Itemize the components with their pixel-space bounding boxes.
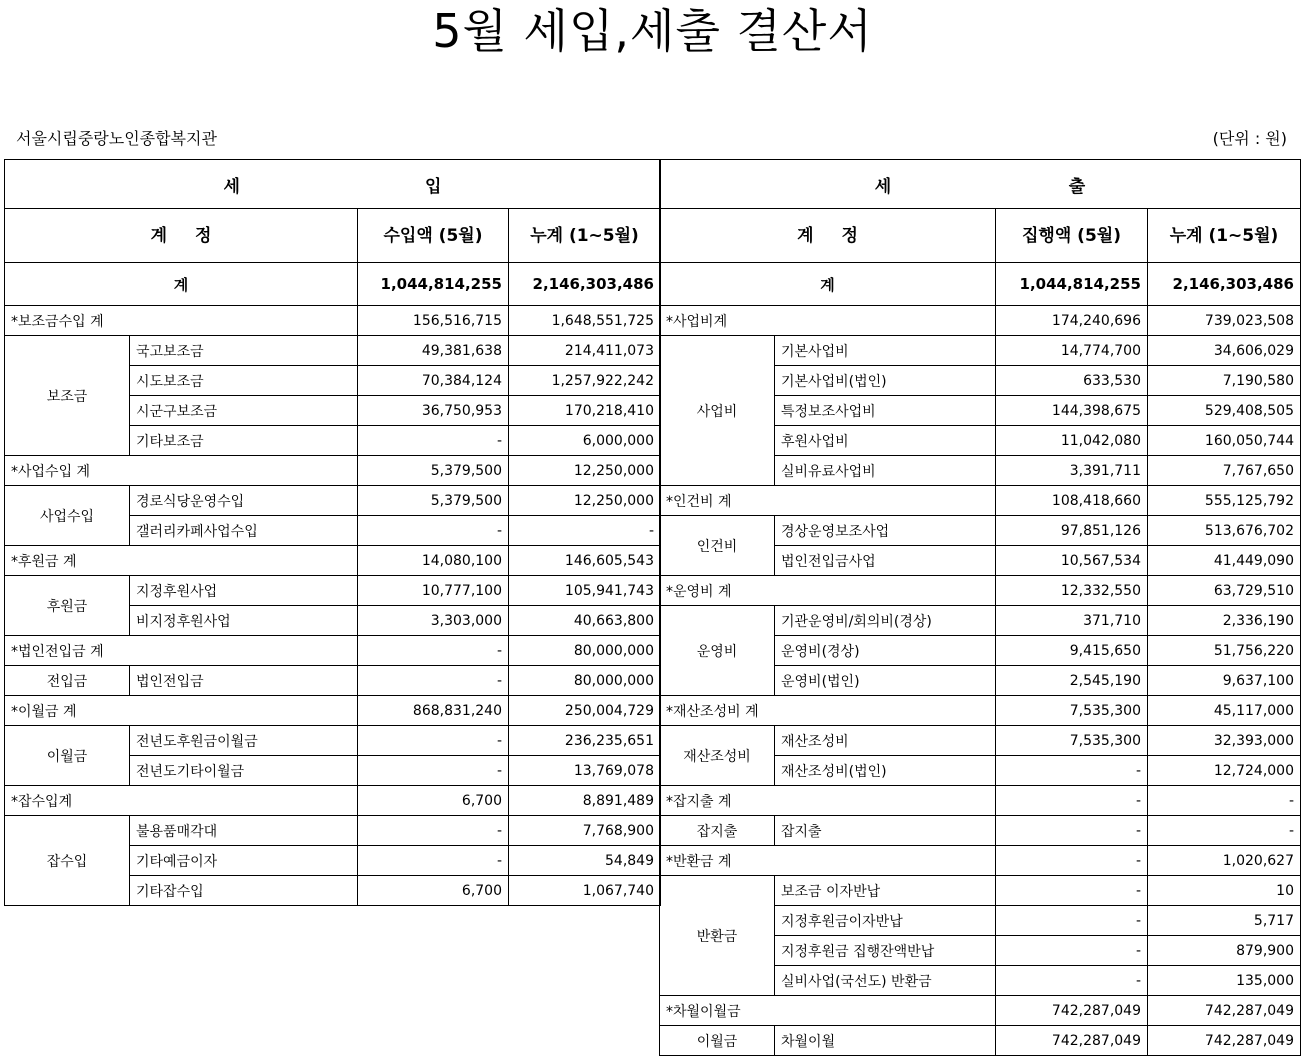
line-item-row: [660, 876, 1301, 906]
item-cumulative: 9,637,100: [1148, 666, 1301, 696]
section-month: 14,080,100: [358, 546, 509, 576]
line-item-row: [660, 336, 1301, 366]
item-month: 5,379,500: [358, 486, 509, 516]
section-title: *이월금 계: [5, 696, 358, 726]
item-month: -: [996, 966, 1148, 996]
section-title: *보조금수입 계: [5, 306, 358, 336]
section-subtotal-row: [660, 696, 1301, 726]
item-cumulative: 32,393,000: [1148, 726, 1301, 756]
section-subtotal-row: [5, 636, 661, 666]
grand-total-row: [5, 263, 661, 306]
account-header: [5, 209, 358, 263]
item-month: -: [996, 816, 1148, 846]
section-cumulative: 45,117,000: [1148, 696, 1301, 726]
item-cumulative: 7,190,580: [1148, 366, 1301, 396]
grand-total-cumulative: 2,146,303,486: [1148, 263, 1301, 306]
line-item-row: [5, 576, 661, 606]
item-month: 633,530: [996, 366, 1148, 396]
item-month: 49,381,638: [358, 336, 509, 366]
item-name: 실비사업(국선도) 반환금: [775, 966, 996, 996]
group-label: 이월금: [5, 726, 130, 786]
item-month: -: [996, 756, 1148, 786]
section-title: *잡수입계: [5, 786, 358, 816]
item-month: 742,287,049: [996, 1026, 1148, 1056]
section-subtotal-row: [660, 576, 1301, 606]
item-name: 운영비(법인): [775, 666, 996, 696]
grand-total-row: [660, 263, 1301, 306]
group-label: 인건비: [660, 516, 775, 576]
item-month: -: [358, 426, 509, 456]
item-cumulative: 7,768,900: [509, 816, 661, 846]
grand-total-cumulative: 2,146,303,486: [509, 263, 661, 306]
group-label: 후원금: [5, 576, 130, 636]
grand-total-label: 계: [660, 263, 996, 306]
section-cumulative: 1,648,551,725: [509, 306, 661, 336]
section-title: *법인전입금 계: [5, 636, 358, 666]
group-label: 잡지출: [660, 816, 775, 846]
line-item-row: [5, 816, 661, 846]
item-name: 전년도기타이월금: [130, 756, 358, 786]
section-subtotal-row: [660, 786, 1301, 816]
line-item-row: [660, 726, 1301, 756]
item-month: 3,391,711: [996, 456, 1148, 486]
item-month: 10,777,100: [358, 576, 509, 606]
section-subtotal-row: [660, 846, 1301, 876]
section-month: 5,379,500: [358, 456, 509, 486]
account-header-char: 정: [195, 225, 212, 246]
item-name: 지정후원금 집행잔액반납: [775, 936, 996, 966]
group-label: 이월금: [660, 1026, 775, 1056]
section-month: 156,516,715: [358, 306, 509, 336]
item-cumulative: 105,941,743: [509, 576, 661, 606]
section-title: *반환금 계: [660, 846, 996, 876]
item-name: 실비유료사업비: [775, 456, 996, 486]
item-name: 국고보조금: [130, 336, 358, 366]
section-cumulative: 250,004,729: [509, 696, 661, 726]
item-name: 비지정후원사업: [130, 606, 358, 636]
line-item-row: [5, 726, 661, 756]
item-month: 144,398,675: [996, 396, 1148, 426]
section-month: 108,418,660: [996, 486, 1148, 516]
item-month: -: [358, 666, 509, 696]
group-label: 잡수입: [5, 816, 130, 906]
section-month: -: [996, 846, 1148, 876]
item-cumulative: 6,000,000: [509, 426, 661, 456]
item-month: 3,303,000: [358, 606, 509, 636]
line-item-row: [660, 516, 1301, 546]
section-subtotal-row: [5, 786, 661, 816]
item-month: -: [996, 906, 1148, 936]
item-cumulative: 54,849: [509, 846, 661, 876]
item-month: 36,750,953: [358, 396, 509, 426]
item-name: 법인전입금: [130, 666, 358, 696]
item-month: 6,700: [358, 876, 509, 906]
item-month: 2,545,190: [996, 666, 1148, 696]
account-header-char: 정: [841, 225, 858, 246]
column-header-row: [660, 209, 1301, 263]
item-name: 기본사업비: [775, 336, 996, 366]
item-month: 97,851,126: [996, 516, 1148, 546]
section-title: *사업비계: [660, 306, 996, 336]
item-cumulative: 135,000: [1148, 966, 1301, 996]
item-name: 기본사업비(법인): [775, 366, 996, 396]
income-header: [5, 160, 661, 209]
section-subtotal-row: [660, 306, 1301, 336]
section-month: 174,240,696: [996, 306, 1148, 336]
section-month: 6,700: [358, 786, 509, 816]
item-cumulative: 40,663,800: [509, 606, 661, 636]
group-label: 사업비: [660, 336, 775, 486]
item-name: 운영비(경상): [775, 636, 996, 666]
group-label: 전입금: [5, 666, 130, 696]
month-column-header: 수입액 (5월): [358, 209, 509, 263]
item-name: 법인전입금사업: [775, 546, 996, 576]
item-cumulative: 10: [1148, 876, 1301, 906]
expense-header-char: 세: [874, 176, 892, 197]
section-subtotal-row: [660, 996, 1301, 1026]
item-cumulative: 529,408,505: [1148, 396, 1301, 426]
section-cumulative: 80,000,000: [509, 636, 661, 666]
header-row: [5, 160, 661, 209]
account-header-char: 계: [797, 225, 814, 246]
item-name: 후원사업비: [775, 426, 996, 456]
account-header-char: 계: [150, 225, 167, 246]
line-item-row: [660, 816, 1301, 846]
item-name: 불용품매각대: [130, 816, 358, 846]
account-header: [660, 209, 996, 263]
item-name: 지정후원사업: [130, 576, 358, 606]
item-cumulative: 12,724,000: [1148, 756, 1301, 786]
item-name: 재산조성비: [775, 726, 996, 756]
section-cumulative: 555,125,792: [1148, 486, 1301, 516]
item-month: 7,535,300: [996, 726, 1148, 756]
line-item-row: [5, 486, 661, 516]
item-cumulative: 12,250,000: [509, 486, 661, 516]
item-month: -: [358, 816, 509, 846]
expense-header: [660, 160, 1301, 209]
unit-label: (단위 : 원): [1212, 129, 1287, 148]
item-cumulative: 236,235,651: [509, 726, 661, 756]
item-name: 차월이월: [775, 1026, 996, 1056]
item-name: 갤러리카페사업수입: [130, 516, 358, 546]
section-cumulative: 12,250,000: [509, 456, 661, 486]
section-month: 868,831,240: [358, 696, 509, 726]
item-month: 10,567,534: [996, 546, 1148, 576]
section-title: *잡지출 계: [660, 786, 996, 816]
item-cumulative: 51,756,220: [1148, 636, 1301, 666]
item-name: 시도보조금: [130, 366, 358, 396]
item-name: 경로식당운영수입: [130, 486, 358, 516]
group-label: 재산조성비: [660, 726, 775, 786]
item-name: 기관운영비/회의비(경상): [775, 606, 996, 636]
section-subtotal-row: [5, 546, 661, 576]
income-header-char: 세: [223, 176, 240, 197]
header-row: [660, 160, 1301, 209]
section-subtotal-row: [5, 456, 661, 486]
section-subtotal-row: [660, 486, 1301, 516]
item-month: 14,774,700: [996, 336, 1148, 366]
item-cumulative: 2,336,190: [1148, 606, 1301, 636]
item-month: -: [996, 936, 1148, 966]
item-month: -: [358, 726, 509, 756]
group-label: 보조금: [5, 336, 130, 456]
section-subtotal-row: [5, 696, 661, 726]
item-cumulative: 7,767,650: [1148, 456, 1301, 486]
item-cumulative: 160,050,744: [1148, 426, 1301, 456]
cumulative-column-header: 누계 (1~5월): [1148, 209, 1301, 263]
section-subtotal-row: [5, 306, 661, 336]
section-month: -: [358, 636, 509, 666]
item-name: 시군구보조금: [130, 396, 358, 426]
item-cumulative: 214,411,073: [509, 336, 661, 366]
item-month: -: [358, 846, 509, 876]
cumulative-column-header: 누계 (1~5월): [509, 209, 661, 263]
item-cumulative: 1,257,922,242: [509, 366, 661, 396]
item-cumulative: 1,067,740: [509, 876, 661, 906]
item-cumulative: 879,900: [1148, 936, 1301, 966]
group-label: 운영비: [660, 606, 775, 696]
grand-total-month: 1,044,814,255: [358, 263, 509, 306]
section-month: 7,535,300: [996, 696, 1148, 726]
item-name: 기타예금이자: [130, 846, 358, 876]
section-title: *재산조성비 계: [660, 696, 996, 726]
line-item-row: [5, 336, 661, 366]
item-name: 경상운영보조사업: [775, 516, 996, 546]
section-cumulative: 146,605,543: [509, 546, 661, 576]
section-cumulative: 8,891,489: [509, 786, 661, 816]
section-month: 742,287,049: [996, 996, 1148, 1026]
item-cumulative: 13,769,078: [509, 756, 661, 786]
line-item-row: [5, 666, 661, 696]
item-month: 371,710: [996, 606, 1148, 636]
item-cumulative: 80,000,000: [509, 666, 661, 696]
item-name: 기타보조금: [130, 426, 358, 456]
section-title: *후원금 계: [5, 546, 358, 576]
income-header-char: 입: [425, 176, 442, 197]
item-cumulative: 513,676,702: [1148, 516, 1301, 546]
month-column-header: 집행액 (5월): [996, 209, 1148, 263]
organization-name: 서울시립중랑노인종합복지관: [16, 129, 217, 148]
item-cumulative: -: [1148, 816, 1301, 846]
item-month: -: [996, 876, 1148, 906]
section-month: -: [996, 786, 1148, 816]
group-label: 사업수입: [5, 486, 130, 546]
item-cumulative: 34,606,029: [1148, 336, 1301, 366]
expense-header-char: 출: [1068, 176, 1086, 197]
document-title: 5월 세입,세출 결산서: [432, 4, 873, 58]
section-cumulative: 1,020,627: [1148, 846, 1301, 876]
grand-total-label: 계: [5, 263, 358, 306]
item-cumulative: 41,449,090: [1148, 546, 1301, 576]
section-title: *운영비 계: [660, 576, 996, 606]
line-item-row: [660, 1026, 1301, 1056]
section-title: *차월이월금: [660, 996, 996, 1026]
item-cumulative: 5,717: [1148, 906, 1301, 936]
column-header-row: [5, 209, 661, 263]
item-name: 잡지출: [775, 816, 996, 846]
item-cumulative: -: [509, 516, 661, 546]
section-title: *인건비 계: [660, 486, 996, 516]
section-month: 12,332,550: [996, 576, 1148, 606]
item-month: -: [358, 516, 509, 546]
section-cumulative: 739,023,508: [1148, 306, 1301, 336]
group-label: 반환금: [660, 876, 775, 996]
section-cumulative: 63,729,510: [1148, 576, 1301, 606]
section-cumulative: -: [1148, 786, 1301, 816]
section-cumulative: 742,287,049: [1148, 996, 1301, 1026]
item-cumulative: 742,287,049: [1148, 1026, 1301, 1056]
expense-table: [659, 159, 1301, 1056]
item-cumulative: 170,218,410: [509, 396, 661, 426]
income-table: [4, 159, 661, 906]
item-name: 재산조성비(법인): [775, 756, 996, 786]
item-name: 보조금 이자반납: [775, 876, 996, 906]
item-month: 70,384,124: [358, 366, 509, 396]
item-name: 전년도후원금이월금: [130, 726, 358, 756]
item-name: 지정후원금이자반납: [775, 906, 996, 936]
item-month: 9,415,650: [996, 636, 1148, 666]
item-month: 11,042,080: [996, 426, 1148, 456]
grand-total-month: 1,044,814,255: [996, 263, 1148, 306]
item-month: -: [358, 756, 509, 786]
line-item-row: [660, 606, 1301, 636]
item-name: 특정보조사업비: [775, 396, 996, 426]
item-name: 기타잡수입: [130, 876, 358, 906]
section-title: *사업수입 계: [5, 456, 358, 486]
